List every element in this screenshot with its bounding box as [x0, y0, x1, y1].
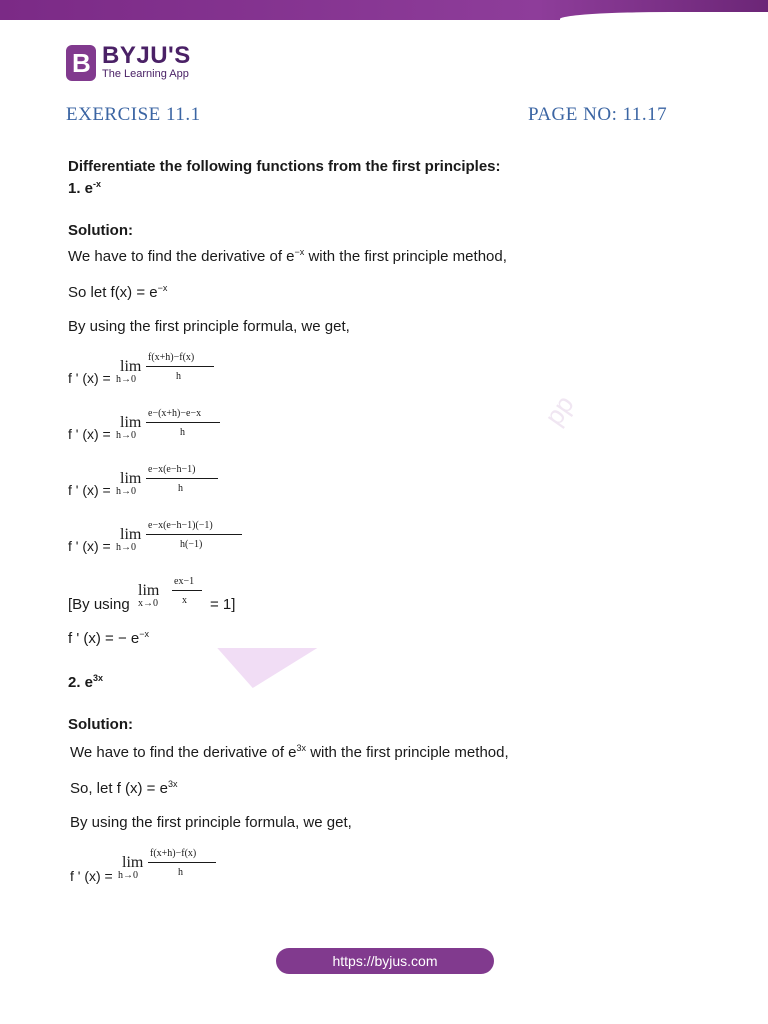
solution-2-label: Solution:: [68, 716, 133, 733]
top-banner-curve: [560, 12, 768, 26]
question-1-title: 1. $e^{-x}$: [68, 179, 102, 197]
brand-name: BYJU'S: [102, 42, 191, 69]
q1-line-3: By using the first principle formula, we get,: [68, 318, 350, 335]
page-number: PAGE NO: 11.17: [528, 104, 668, 125]
footer-url[interactable]: https://byjus.com: [276, 948, 494, 974]
q1-line-2: So let $f(x) = e^{-x}$: [68, 283, 168, 301]
exercise-heading: EXERCISE 11.1: [66, 104, 201, 125]
intro-text: Differentiate the following functions from the first principles:: [68, 158, 501, 175]
solution-1-label: Solution:: [68, 222, 133, 239]
watermark-shape: [203, 648, 318, 688]
brand-tagline: The Learning App: [102, 68, 189, 80]
brand-logo: [66, 44, 191, 81]
logo-mark-icon: B: [66, 45, 96, 81]
watermark-text: pp: [538, 389, 580, 431]
q2-line-2: So, let f $(x) = e^{3x}$: [70, 779, 178, 797]
q1-line-1: We have to find the derivative of $e^{-x}$ with the first principle method,: [68, 247, 507, 265]
question-2-title: 2. $e^{3x}$: [68, 673, 104, 691]
q1-result: f ' (x) = − $e^{-x}$: [68, 629, 149, 647]
q2-line-3: By using the first principle formula, we get,: [70, 814, 352, 831]
q2-line-1: We have to find the derivative of $e^{3x}$ with the first principle method,: [70, 743, 509, 761]
